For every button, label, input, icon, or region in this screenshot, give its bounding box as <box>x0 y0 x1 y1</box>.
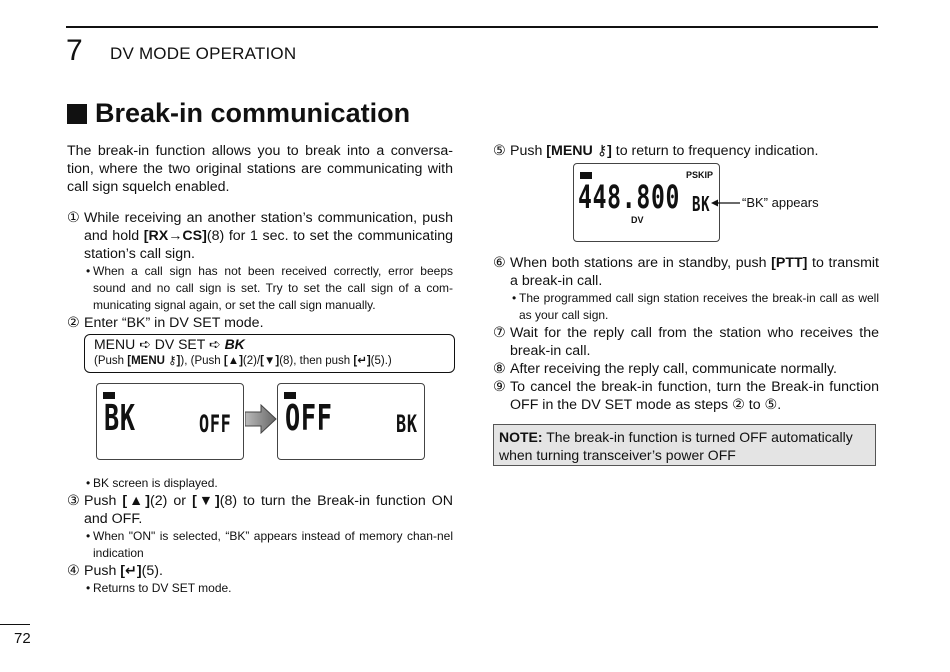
lcd-screen-off-bk <box>277 383 425 460</box>
step-number: ⑦ <box>493 325 506 341</box>
lcd-screen-bk-off <box>96 383 244 460</box>
section-square-icon <box>67 104 87 124</box>
step-number: ① <box>67 210 80 226</box>
note-label: NOTE: <box>499 429 543 445</box>
section-title: Break-in communication <box>95 98 411 128</box>
right-arrow-icon <box>245 404 277 434</box>
menu-path <box>94 336 446 353</box>
dv-indicator: DV <box>631 215 644 225</box>
step-text: to transmit a break-in call. <box>510 255 879 289</box>
bullet-text: When "ON" is selected, “BK” appears instead of memory chan-nel indication <box>93 529 453 560</box>
step-text: (5). <box>141 563 163 579</box>
key-label: [MENU ⚷] <box>546 143 612 159</box>
lcd-right-text: OFF <box>199 410 232 438</box>
step-text: Push <box>510 143 547 159</box>
menu-instructions <box>94 353 446 369</box>
step-text: (8) to turn the Break-in function ON and OFF. <box>84 493 454 527</box>
step-4-bullet: • Returns to DV SET mode. <box>86 581 232 595</box>
menu-sub-text: (2)/ <box>242 355 261 367</box>
intro-paragraph: The break-in function allows you to break into a conversa-tion, where the two original stations are communicating with call sign squelch enabled. <box>67 143 453 195</box>
step-2-bullet: • BK screen is displayed. <box>86 476 218 490</box>
menu-sub-text: ), (Push <box>180 355 224 367</box>
step-text: To cancel the break-in function, turn the Break-in function OFF in the DV SET mode as steps ② to ⑤. <box>510 379 879 413</box>
bk-callout-label: “BK” appears <box>742 195 819 210</box>
lcd-left-text: OFF <box>285 398 333 439</box>
key-label: [↵] <box>353 355 371 367</box>
step-number: ⑤ <box>493 143 506 159</box>
step-number: ⑧ <box>493 361 506 377</box>
step-7 <box>493 324 879 360</box>
bullet-text: Returns to DV SET mode. <box>93 581 232 595</box>
menu-path-text: MENU ➪ DV SET ➪ <box>94 336 225 352</box>
page-number: 72 <box>14 630 31 647</box>
key-label: [▼] <box>192 493 220 509</box>
step-number: ③ <box>67 493 80 509</box>
step-1 <box>67 209 453 263</box>
chapter-title: DV MODE OPERATION <box>110 44 297 63</box>
step-9 <box>493 378 879 414</box>
step-text: While receiving an another station’s communication, push and hold <box>84 210 453 244</box>
step-number: ④ <box>67 563 80 579</box>
step-number: ② <box>67 315 80 331</box>
bullet-text: The programmed call sign station receives the break-in call as well as your call sign. <box>519 291 879 322</box>
lcd-screen-frequency <box>573 163 720 242</box>
step-text: (8) for 1 sec. to set the communicating station’s call sign. <box>84 228 453 262</box>
step-6 <box>493 254 879 290</box>
step-text: Wait for the reply call from the station who receives the break-in call. <box>510 325 879 359</box>
step-text: Push <box>84 493 123 509</box>
lcd-right-text: BK <box>396 410 418 438</box>
frequency-readout: 448.800 <box>578 178 681 216</box>
step-5 <box>493 142 879 160</box>
bk-indicator: BK <box>692 192 711 216</box>
pskip-indicator: PSKIP <box>686 170 714 180</box>
note-text: The break-in function is turned OFF automatically when turning transceiver’s power OFF <box>499 429 853 463</box>
chapter-number: 7 <box>66 34 83 67</box>
step-4 <box>67 562 453 580</box>
menu-item-bk: BK <box>224 336 245 352</box>
step-1-bullet: • When a call sign has not been received correctly, error beeps sound and no call sign is set. Try to set the call sign of a com-municating signal again, or set the call sign manually. <box>86 264 453 312</box>
header-rule <box>66 26 878 28</box>
key-label: [PTT] <box>771 255 808 271</box>
lcd-left-text: BK <box>104 398 136 439</box>
step-text: to return to frequency indication. <box>611 143 819 159</box>
left-column <box>67 142 453 597</box>
menu-sub-text: (Push <box>94 355 128 367</box>
step-6-bullet: • The programmed call sign station receives the break-in call as well as your call sign. <box>512 291 879 322</box>
step-text: Push <box>84 563 121 579</box>
key-label: [MENU ⚷] <box>127 355 181 367</box>
key-label: [▲] <box>223 355 243 367</box>
step-8 <box>493 360 879 378</box>
step-text: When both stations are in standby, push <box>510 255 772 271</box>
bullet-text: When a call sign has not been received correctly, error beeps sound and no call sign is set. Try to set the call sign of a com-municating signal again, or set the call sign manually. <box>93 264 453 312</box>
menu-path-box <box>84 334 455 373</box>
step-number: ⑨ <box>493 379 506 395</box>
footer-rule <box>0 624 30 625</box>
step-number: ⑥ <box>493 255 506 271</box>
step-3 <box>67 492 453 528</box>
bullet-text: BK screen is displayed. <box>93 476 218 490</box>
step-text: After receiving the reply call, communicate normally. <box>510 361 837 377</box>
menu-sub-text: (5).) <box>370 355 392 367</box>
callout-arrow-icon <box>711 198 741 208</box>
key-label: [↵] <box>120 563 142 579</box>
step-text: Enter “BK” in DV SET mode. <box>84 315 264 331</box>
step-text: (2) or <box>150 493 193 509</box>
key-label: [RX→CS] <box>143 228 207 244</box>
step-2 <box>67 314 453 332</box>
key-label: [▲] <box>122 493 151 509</box>
key-label: [▼] <box>260 355 280 367</box>
menu-sub-text: (8), then push <box>279 355 354 367</box>
step-3-bullet: • When "ON" is selected, “BK” appears instead of memory chan-nel indication <box>86 529 453 560</box>
note-box <box>493 424 876 466</box>
